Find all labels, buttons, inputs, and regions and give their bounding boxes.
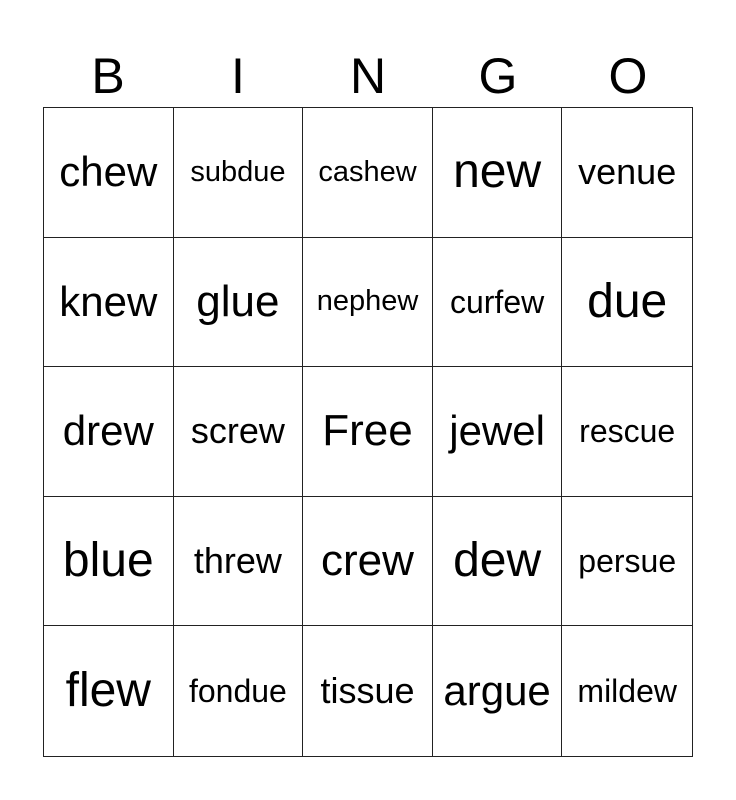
bingo-cell[interactable]: knew xyxy=(44,238,174,368)
header-letter-g: G xyxy=(478,48,518,104)
bingo-cell[interactable]: drew xyxy=(44,367,174,497)
bingo-free-space[interactable]: Free xyxy=(303,367,433,497)
bingo-cell[interactable]: tissue xyxy=(303,626,433,756)
header-letter-o: O xyxy=(608,48,648,104)
bingo-cell[interactable]: glue xyxy=(174,238,304,368)
bingo-cell[interactable]: persue xyxy=(562,497,692,627)
bingo-cell[interactable]: subdue xyxy=(174,108,304,238)
bingo-cell[interactable]: threw xyxy=(174,497,304,627)
bingo-cell[interactable]: rescue xyxy=(562,367,692,497)
bingo-cell[interactable]: screw xyxy=(174,367,304,497)
bingo-cell[interactable]: curfew xyxy=(433,238,563,368)
bingo-cell[interactable]: new xyxy=(433,108,563,238)
bingo-cell[interactable]: flew xyxy=(44,626,174,756)
header-letter-b: B xyxy=(91,48,125,104)
bingo-cell[interactable]: venue xyxy=(562,108,692,238)
bingo-cell[interactable]: blue xyxy=(44,497,174,627)
bingo-cell[interactable]: nephew xyxy=(303,238,433,368)
header-letter-n: N xyxy=(349,48,387,104)
bingo-cell[interactable]: cashew xyxy=(303,108,433,238)
header-letter-i: I xyxy=(231,48,245,104)
bingo-card-grid xyxy=(43,107,693,757)
bingo-cell[interactable]: jewel xyxy=(433,367,563,497)
bingo-cell[interactable]: crew xyxy=(303,497,433,627)
bingo-header xyxy=(43,44,693,108)
bingo-cell[interactable]: mildew xyxy=(577,673,677,710)
bingo-cell[interactable]: due xyxy=(562,238,692,368)
bingo-cell[interactable]: argue xyxy=(433,626,563,756)
bingo-cell[interactable]: fondue xyxy=(174,626,304,756)
bingo-cell[interactable]: chew xyxy=(44,108,174,238)
bingo-cell[interactable]: dew xyxy=(433,497,563,627)
